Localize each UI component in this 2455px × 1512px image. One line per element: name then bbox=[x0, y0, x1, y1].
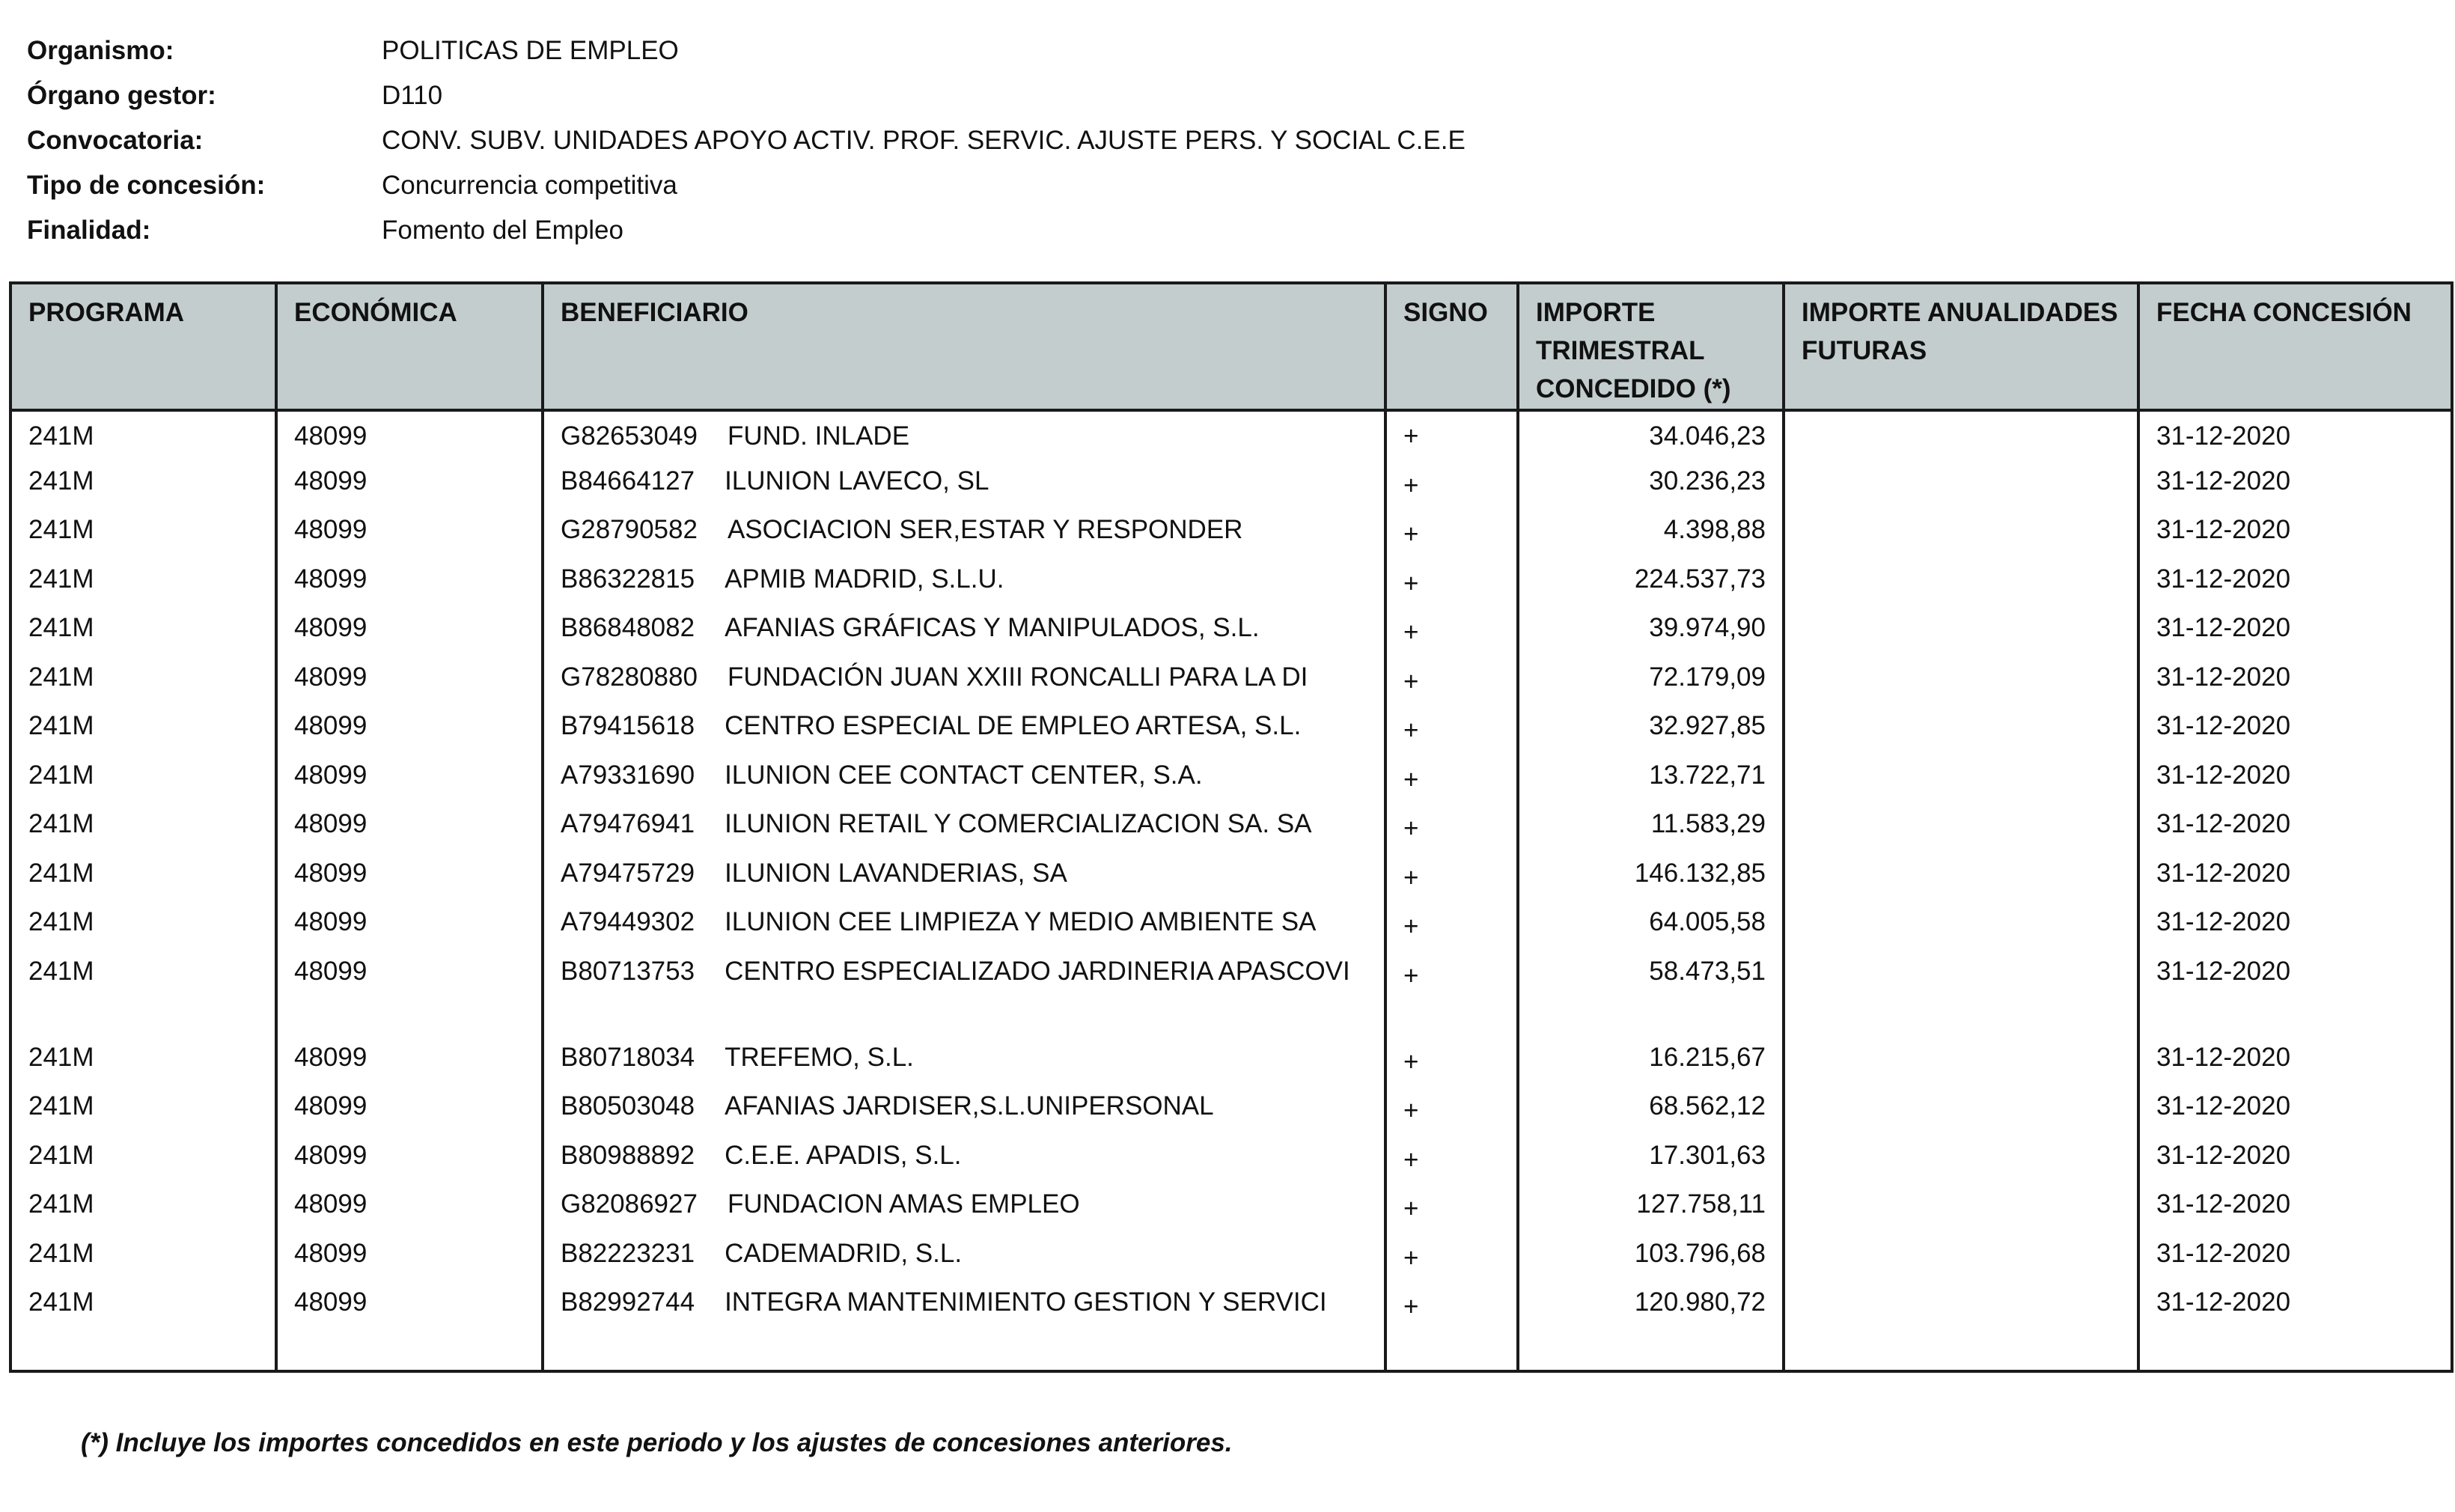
cell-programa: 241M bbox=[10, 805, 276, 855]
beneficiary-nif: A79331690 bbox=[561, 760, 695, 790]
cell-signo: + bbox=[1385, 659, 1518, 708]
beneficiary-nif: A79476941 bbox=[561, 809, 695, 838]
beneficiary-name: CENTRO ESPECIAL DE EMPLEO ARTESA, S.L. bbox=[725, 711, 1302, 740]
cell-signo: + bbox=[1385, 1284, 1518, 1370]
field-label: Órgano gestor: bbox=[27, 81, 216, 110]
beneficiary-nif: A79449302 bbox=[561, 907, 695, 936]
filler-cell bbox=[10, 1370, 276, 1371]
beneficiary-name: TREFEMO, S.L. bbox=[725, 1042, 914, 1072]
beneficiary-nif: G28790582 bbox=[561, 515, 698, 544]
column-header-importe-trimestral: IMPORTE TRIMESTRAL CONCEDIDO (*) bbox=[1518, 283, 1784, 410]
cell-importe-trimestral: 127.758,11 bbox=[1518, 1186, 1784, 1235]
cell-programa: 241M bbox=[10, 511, 276, 561]
cell-importe-anualidades bbox=[1784, 463, 2138, 512]
cell-importe-trimestral: 120.980,72 bbox=[1518, 1284, 1784, 1370]
beneficiary-name: ASOCIACION SER,ESTAR Y RESPONDER bbox=[727, 515, 1243, 544]
field-label: Organismo: bbox=[27, 36, 174, 65]
cell-signo: + bbox=[1385, 1088, 1518, 1137]
cell-signo: + bbox=[1385, 757, 1518, 806]
cell-importe-trimestral: 39.974,90 bbox=[1518, 609, 1784, 659]
beneficiary-name: CADEMADRID, S.L. bbox=[725, 1238, 963, 1268]
column-header-fecha: FECHA CONCESIÓN bbox=[2138, 283, 2452, 410]
cell-beneficiario bbox=[543, 609, 1385, 659]
beneficiary-nif: B80988892 bbox=[561, 1140, 695, 1170]
cell-economica: 48099 bbox=[276, 511, 543, 561]
cell-economica: 48099 bbox=[276, 855, 543, 904]
cell-programa: 241M bbox=[10, 707, 276, 757]
cell-economica: 48099 bbox=[276, 757, 543, 806]
beneficiary-nif: G82653049 bbox=[561, 421, 698, 451]
cell-fecha: 31-12-2020 bbox=[2138, 609, 2452, 659]
cell-economica: 48099 bbox=[276, 805, 543, 855]
cell-importe-trimestral: 13.722,71 bbox=[1518, 757, 1784, 806]
cell-importe-anualidades bbox=[1784, 1137, 2138, 1186]
document-header bbox=[27, 28, 2347, 253]
cell-beneficiario bbox=[543, 757, 1385, 806]
field-value: Fomento del Empleo bbox=[382, 216, 623, 245]
cell-beneficiario bbox=[543, 707, 1385, 757]
cell-fecha: 31-12-2020 bbox=[2138, 659, 2452, 708]
cell-fecha: 31-12-2020 bbox=[2138, 410, 2452, 463]
cell-importe-anualidades bbox=[1784, 659, 2138, 708]
cell-fecha: 31-12-2020 bbox=[2138, 1186, 2452, 1235]
beneficiary-name: C.E.E. APADIS, S.L. bbox=[725, 1140, 962, 1170]
cell-importe-trimestral: 16.215,67 bbox=[1518, 1039, 1784, 1088]
beneficiary-name: INTEGRA MANTENIMIENTO GESTION Y SERVICI bbox=[725, 1287, 1327, 1317]
table-row bbox=[10, 410, 2452, 463]
cell-beneficiario bbox=[543, 903, 1385, 953]
cell-fecha: 31-12-2020 bbox=[2138, 1284, 2452, 1370]
table-row bbox=[10, 609, 2452, 659]
cell-economica: 48099 bbox=[276, 659, 543, 708]
cell-importe-trimestral: 103.796,68 bbox=[1518, 1235, 1784, 1284]
beneficiary-nif: B82223231 bbox=[561, 1238, 695, 1268]
cell-signo: + bbox=[1385, 1137, 1518, 1186]
table-header-row bbox=[10, 283, 2452, 410]
cell-importe-trimestral: 224.537,73 bbox=[1518, 561, 1784, 610]
cell-fecha: 31-12-2020 bbox=[2138, 1137, 2452, 1186]
table-row bbox=[10, 659, 2452, 708]
cell-programa: 241M bbox=[10, 1235, 276, 1284]
header-field bbox=[27, 118, 2347, 163]
beneficiary-name: APMIB MADRID, S.L.U. bbox=[725, 564, 1004, 594]
table-row bbox=[10, 1088, 2452, 1137]
cell-economica: 48099 bbox=[276, 903, 543, 953]
cell-importe-anualidades bbox=[1784, 805, 2138, 855]
cell-importe-anualidades bbox=[1784, 410, 2138, 463]
cell-importe-anualidades bbox=[1784, 855, 2138, 904]
cell-signo: + bbox=[1385, 1039, 1518, 1088]
column-header-signo: SIGNO bbox=[1385, 283, 1518, 410]
cell-signo: + bbox=[1385, 855, 1518, 904]
column-header-importe-anualidades: IMPORTE ANUALIDADES FUTURAS bbox=[1784, 283, 2138, 410]
table-row bbox=[10, 1235, 2452, 1284]
cell-importe-anualidades bbox=[1784, 1235, 2138, 1284]
header-field bbox=[27, 208, 2347, 253]
filler-cell bbox=[543, 1370, 1385, 1371]
cell-programa: 241M bbox=[10, 410, 276, 463]
header-field bbox=[27, 28, 2347, 73]
cell-fecha: 31-12-2020 bbox=[2138, 757, 2452, 806]
cell-signo: + bbox=[1385, 561, 1518, 610]
cell-importe-trimestral: 30.236,23 bbox=[1518, 463, 1784, 512]
cell-importe-trimestral: 17.301,63 bbox=[1518, 1137, 1784, 1186]
beneficiary-name: CENTRO ESPECIALIZADO JARDINERIA APASCOVI bbox=[725, 956, 1350, 986]
beneficiary-name: FUND. INLADE bbox=[727, 421, 910, 451]
cell-importe-trimestral: 146.132,85 bbox=[1518, 855, 1784, 904]
cell-importe-trimestral: 4.398,88 bbox=[1518, 511, 1784, 561]
cell-importe-trimestral: 58.473,51 bbox=[1518, 953, 1784, 1039]
cell-signo: + bbox=[1385, 707, 1518, 757]
beneficiary-name: FUNDACION AMAS EMPLEO bbox=[727, 1189, 1080, 1219]
cell-programa: 241M bbox=[10, 903, 276, 953]
cell-economica: 48099 bbox=[276, 1088, 543, 1137]
beneficiary-nif: G82086927 bbox=[561, 1189, 698, 1219]
filler-cell bbox=[1518, 1370, 1784, 1371]
beneficiary-nif: B80713753 bbox=[561, 956, 695, 986]
cell-economica: 48099 bbox=[276, 561, 543, 610]
cell-fecha: 31-12-2020 bbox=[2138, 561, 2452, 610]
cell-fecha: 31-12-2020 bbox=[2138, 855, 2452, 904]
cell-signo: + bbox=[1385, 410, 1518, 463]
cell-signo: + bbox=[1385, 463, 1518, 512]
cell-beneficiario bbox=[543, 1235, 1385, 1284]
cell-importe-anualidades bbox=[1784, 1284, 2138, 1370]
cell-economica: 48099 bbox=[276, 463, 543, 512]
field-value: CONV. SUBV. UNIDADES APOYO ACTIV. PROF. SERVIC. AJUSTE PERS. Y SOCIAL C.E.E bbox=[382, 126, 1466, 155]
cell-importe-trimestral: 68.562,12 bbox=[1518, 1088, 1784, 1137]
cell-programa: 241M bbox=[10, 1137, 276, 1186]
beneficiary-nif: B82992744 bbox=[561, 1287, 695, 1317]
cell-beneficiario bbox=[543, 659, 1385, 708]
cell-programa: 241M bbox=[10, 1284, 276, 1370]
header-field bbox=[27, 163, 2347, 208]
cell-beneficiario bbox=[543, 855, 1385, 904]
cell-beneficiario bbox=[543, 1137, 1385, 1186]
cell-fecha: 31-12-2020 bbox=[2138, 1088, 2452, 1137]
cell-signo: + bbox=[1385, 953, 1518, 1039]
cell-signo: + bbox=[1385, 511, 1518, 561]
cell-importe-anualidades bbox=[1784, 1088, 2138, 1137]
footnote: (*) Incluye los importes concedidos en este periodo y los ajustes de concesiones anteriores. bbox=[81, 1428, 1233, 1457]
cell-economica: 48099 bbox=[276, 410, 543, 463]
cell-importe-anualidades bbox=[1784, 953, 2138, 1039]
table-row bbox=[10, 1186, 2452, 1235]
field-value: D110 bbox=[382, 81, 443, 110]
cell-beneficiario bbox=[543, 463, 1385, 512]
beneficiary-nif: B84664127 bbox=[561, 466, 695, 496]
cell-fecha: 31-12-2020 bbox=[2138, 463, 2452, 512]
filler-cell bbox=[276, 1370, 543, 1371]
cell-signo: + bbox=[1385, 1186, 1518, 1235]
column-header-programa: PROGRAMA bbox=[10, 283, 276, 410]
beneficiary-nif: B79415618 bbox=[561, 711, 695, 740]
table-row bbox=[10, 1137, 2452, 1186]
table-row bbox=[10, 855, 2452, 904]
cell-programa: 241M bbox=[10, 855, 276, 904]
cell-signo: + bbox=[1385, 1235, 1518, 1284]
field-label: Convocatoria: bbox=[27, 126, 204, 155]
cell-beneficiario bbox=[543, 561, 1385, 610]
cell-beneficiario bbox=[543, 1088, 1385, 1137]
table-row bbox=[10, 903, 2452, 953]
cell-signo: + bbox=[1385, 609, 1518, 659]
beneficiary-name: AFANIAS GRÁFICAS Y MANIPULADOS, S.L. bbox=[725, 613, 1260, 642]
cell-programa: 241M bbox=[10, 659, 276, 708]
cell-fecha: 31-12-2020 bbox=[2138, 805, 2452, 855]
cell-economica: 48099 bbox=[276, 1235, 543, 1284]
beneficiary-nif: B86322815 bbox=[561, 564, 695, 594]
cell-importe-trimestral: 64.005,58 bbox=[1518, 903, 1784, 953]
cell-beneficiario bbox=[543, 511, 1385, 561]
cell-importe-anualidades bbox=[1784, 757, 2138, 806]
cell-economica: 48099 bbox=[276, 707, 543, 757]
cell-signo: + bbox=[1385, 805, 1518, 855]
cell-economica: 48099 bbox=[276, 1137, 543, 1186]
beneficiary-name: FUNDACIÓN JUAN XXIII RONCALLI PARA LA DI bbox=[727, 662, 1308, 692]
filler-cell bbox=[1385, 1370, 1518, 1371]
beneficiary-nif: B80718034 bbox=[561, 1042, 695, 1072]
table-row bbox=[10, 1284, 2452, 1370]
cell-beneficiario bbox=[543, 1284, 1385, 1370]
table-filler-row bbox=[10, 1370, 2452, 1371]
column-header-beneficiario: BENEFICIARIO bbox=[543, 283, 1385, 410]
table-row bbox=[10, 463, 2452, 512]
cell-fecha: 31-12-2020 bbox=[2138, 953, 2452, 1039]
cell-importe-trimestral: 11.583,29 bbox=[1518, 805, 1784, 855]
beneficiary-nif: B86848082 bbox=[561, 613, 695, 642]
table-row bbox=[10, 561, 2452, 610]
cell-programa: 241M bbox=[10, 953, 276, 1039]
cell-beneficiario bbox=[543, 953, 1385, 1039]
cell-programa: 241M bbox=[10, 609, 276, 659]
cell-economica: 48099 bbox=[276, 609, 543, 659]
field-value: Concurrencia competitiva bbox=[382, 171, 677, 200]
cell-importe-anualidades bbox=[1784, 903, 2138, 953]
table-row bbox=[10, 1039, 2452, 1088]
cell-beneficiario bbox=[543, 1039, 1385, 1088]
cell-economica: 48099 bbox=[276, 1039, 543, 1088]
cell-economica: 48099 bbox=[276, 953, 543, 1039]
column-header-economica: ECONÓMICA bbox=[276, 283, 543, 410]
beneficiary-nif: A79475729 bbox=[561, 858, 695, 888]
table-row bbox=[10, 707, 2452, 757]
beneficiary-name: ILUNION LAVECO, SL bbox=[725, 466, 989, 496]
grants-table bbox=[9, 281, 2454, 1373]
cell-fecha: 31-12-2020 bbox=[2138, 511, 2452, 561]
beneficiary-name: ILUNION RETAIL Y COMERCIALIZACION SA. SA bbox=[725, 809, 1312, 838]
cell-importe-anualidades bbox=[1784, 707, 2138, 757]
filler-cell bbox=[1784, 1370, 2138, 1371]
cell-importe-anualidades bbox=[1784, 511, 2138, 561]
cell-importe-anualidades bbox=[1784, 1186, 2138, 1235]
cell-programa: 241M bbox=[10, 463, 276, 512]
beneficiary-name: ILUNION CEE LIMPIEZA Y MEDIO AMBIENTE SA bbox=[725, 907, 1317, 936]
cell-fecha: 31-12-2020 bbox=[2138, 1039, 2452, 1088]
cell-beneficiario bbox=[543, 410, 1385, 463]
cell-programa: 241M bbox=[10, 757, 276, 806]
cell-economica: 48099 bbox=[276, 1186, 543, 1235]
beneficiary-name: AFANIAS JARDISER,S.L.UNIPERSONAL bbox=[725, 1091, 1214, 1121]
cell-programa: 241M bbox=[10, 1088, 276, 1137]
cell-importe-trimestral: 34.046,23 bbox=[1518, 410, 1784, 463]
cell-importe-trimestral: 32.927,85 bbox=[1518, 707, 1784, 757]
cell-beneficiario bbox=[543, 805, 1385, 855]
cell-beneficiario bbox=[543, 1186, 1385, 1235]
cell-importe-anualidades bbox=[1784, 609, 2138, 659]
cell-fecha: 31-12-2020 bbox=[2138, 1235, 2452, 1284]
cell-programa: 241M bbox=[10, 1039, 276, 1088]
header-field bbox=[27, 73, 2347, 118]
cell-importe-anualidades bbox=[1784, 561, 2138, 610]
cell-signo: + bbox=[1385, 903, 1518, 953]
beneficiary-nif: G78280880 bbox=[561, 662, 698, 692]
table-row bbox=[10, 953, 2452, 1039]
beneficiary-nif: B80503048 bbox=[561, 1091, 695, 1121]
cell-importe-anualidades bbox=[1784, 1039, 2138, 1088]
field-label: Finalidad: bbox=[27, 216, 151, 245]
filler-cell bbox=[2138, 1370, 2452, 1371]
cell-programa: 241M bbox=[10, 1186, 276, 1235]
table-row bbox=[10, 511, 2452, 561]
cell-economica: 48099 bbox=[276, 1284, 543, 1370]
cell-programa: 241M bbox=[10, 561, 276, 610]
table-row bbox=[10, 757, 2452, 806]
cell-importe-trimestral: 72.179,09 bbox=[1518, 659, 1784, 708]
beneficiary-name: ILUNION LAVANDERIAS, SA bbox=[725, 858, 1067, 888]
table-row bbox=[10, 805, 2452, 855]
cell-fecha: 31-12-2020 bbox=[2138, 903, 2452, 953]
field-label: Tipo de concesión: bbox=[27, 171, 266, 200]
field-value: POLITICAS DE EMPLEO bbox=[382, 36, 679, 65]
cell-fecha: 31-12-2020 bbox=[2138, 707, 2452, 757]
table-body bbox=[10, 410, 2452, 1371]
beneficiary-name: ILUNION CEE CONTACT CENTER, S.A. bbox=[725, 760, 1203, 790]
